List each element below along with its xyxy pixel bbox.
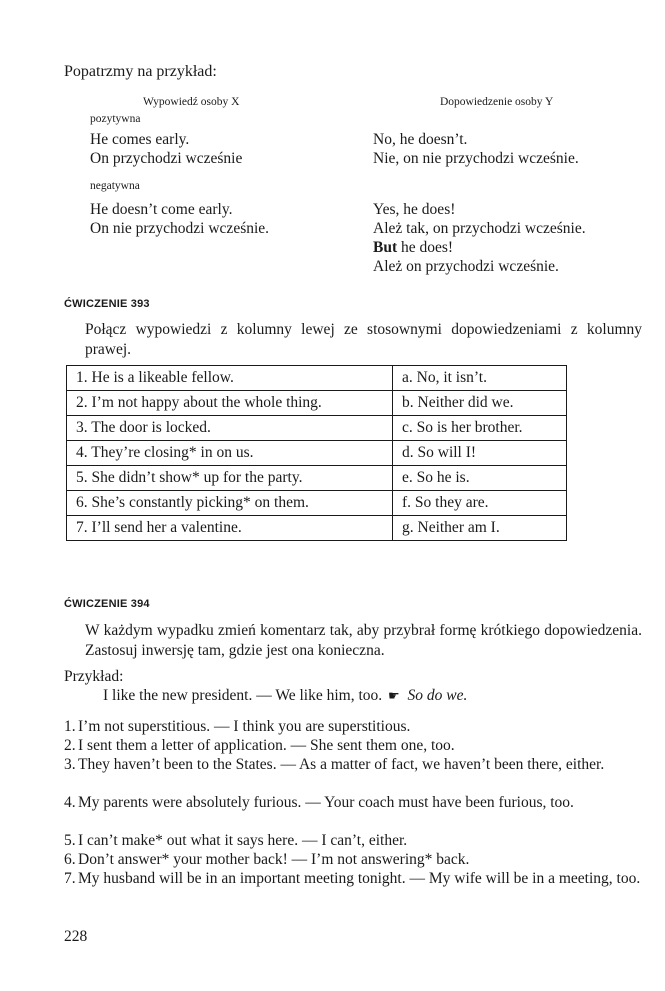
item-number: 2.: [64, 737, 76, 754]
example-line: [103, 687, 467, 705]
left-cell: 5. She didn’t show* up for the party.: [67, 466, 393, 491]
column-header-x: Wypowiedź osoby X: [143, 96, 240, 108]
table-row: [67, 491, 567, 516]
table-row: [67, 366, 567, 391]
list-item: [64, 717, 642, 736]
left-cell: 2. I’m not happy about the whole thing.: [67, 391, 393, 416]
list-item: [64, 755, 642, 774]
list-item: [64, 831, 642, 850]
table-row: [67, 516, 567, 541]
positive-y-line: No, he doesn’t.: [373, 131, 468, 148]
negative-y-line: Yes, he does!: [373, 201, 456, 218]
item-text: I sent them a letter of application. — She sent them one, too.: [78, 737, 455, 754]
right-cell: g. Neither am I.: [393, 516, 567, 541]
item-text: They haven’t been to the States. — As a matter of fact, we haven’t been there, either.: [78, 756, 605, 773]
list-item: [64, 869, 642, 888]
intro-text: Popatrzmy na przykład:: [64, 63, 217, 80]
item-number: 5.: [64, 832, 76, 849]
negative-y-line-rest: he does!: [397, 239, 454, 256]
right-cell: d. So will I!: [393, 441, 567, 466]
example-label: Przykład:: [64, 668, 124, 685]
item-text: I’m not superstitious. — I think you are superstitious.: [78, 718, 411, 735]
right-cell: c. So is her brother.: [393, 416, 567, 441]
list-item: [64, 850, 642, 869]
item-number: 6.: [64, 851, 76, 868]
negative-y-line: Ależ on przychodzi wcześnie.: [373, 258, 559, 275]
negative-tag: negatywna: [90, 180, 140, 192]
table-row: [67, 466, 567, 491]
right-cell: e. So he is.: [393, 466, 567, 491]
exercise-394-title: ĆWICZENIE 394: [64, 598, 150, 610]
item-text: My parents were absolutely furious. — Your coach must have been furious, too.: [78, 794, 574, 811]
left-cell: 6. She’s constantly picking* on them.: [67, 491, 393, 516]
right-cell: b. Neither did we.: [393, 391, 567, 416]
list-item: [64, 793, 642, 812]
example-text: I like the new president. — We like him, too.: [103, 687, 383, 704]
column-header-y: Dopowiedzenie osoby Y: [440, 96, 554, 108]
item-number: 1.: [64, 718, 76, 735]
negative-x-line: He doesn’t come early.: [90, 201, 233, 218]
positive-x-line: On przychodzi wcześnie: [90, 150, 243, 167]
left-cell: 7. I’ll send her a valentine.: [67, 516, 393, 541]
exercise-393-instruction: Połącz wypowiedzi z kolumny lewej ze stosownymi dopowiedzeniami z kolumny prawej.: [85, 321, 642, 358]
left-cell: 3. The door is locked.: [67, 416, 393, 441]
positive-x-line: He comes early.: [90, 131, 190, 148]
item-number: 4.: [64, 794, 76, 811]
negative-y-line: Ależ tak, on przychodzi wcześnie.: [373, 220, 586, 237]
exercise-393-title: ĆWICZENIE 393: [64, 298, 150, 310]
page-number: 228: [64, 928, 88, 945]
item-text: My husband will be in an important meeting tonight. — My wife will be in a meeting, too.: [78, 870, 641, 887]
matching-table: [66, 365, 567, 541]
emphasis-word: But: [373, 239, 398, 256]
example-answer: So do we.: [407, 687, 468, 704]
item-text: Don’t answer* your mother back! — I’m not answering* back.: [78, 851, 470, 868]
negative-x-line: On nie przychodzi wcześnie.: [90, 220, 270, 237]
positive-tag: pozytywna: [90, 113, 141, 125]
pointing-hand-icon: ☛: [388, 688, 400, 703]
list-item: [64, 736, 642, 755]
left-cell: 1. He is a likeable fellow.: [67, 366, 393, 391]
left-cell: 4. They’re closing* in on us.: [67, 441, 393, 466]
item-number: 3.: [64, 756, 76, 773]
table-row: [67, 391, 567, 416]
right-cell: f. So they are.: [393, 491, 567, 516]
table-row: [67, 441, 567, 466]
table-row: [67, 416, 567, 441]
positive-y-line: Nie, on nie przychodzi wcześnie.: [373, 150, 579, 167]
item-text: I can’t make* out what it says here. — I can’t, either.: [78, 832, 408, 849]
exercise-394-instruction: W każdym wypadku zmień komentarz tak, aby przybrał formę krótkiego dopowiedzenia. Zastosuj inwersję tam, gdzie jest ona konieczna.: [85, 622, 642, 659]
item-number: 7.: [64, 870, 76, 887]
right-cell: a. No, it isn’t.: [393, 366, 567, 391]
negative-y-line: [373, 238, 453, 257]
